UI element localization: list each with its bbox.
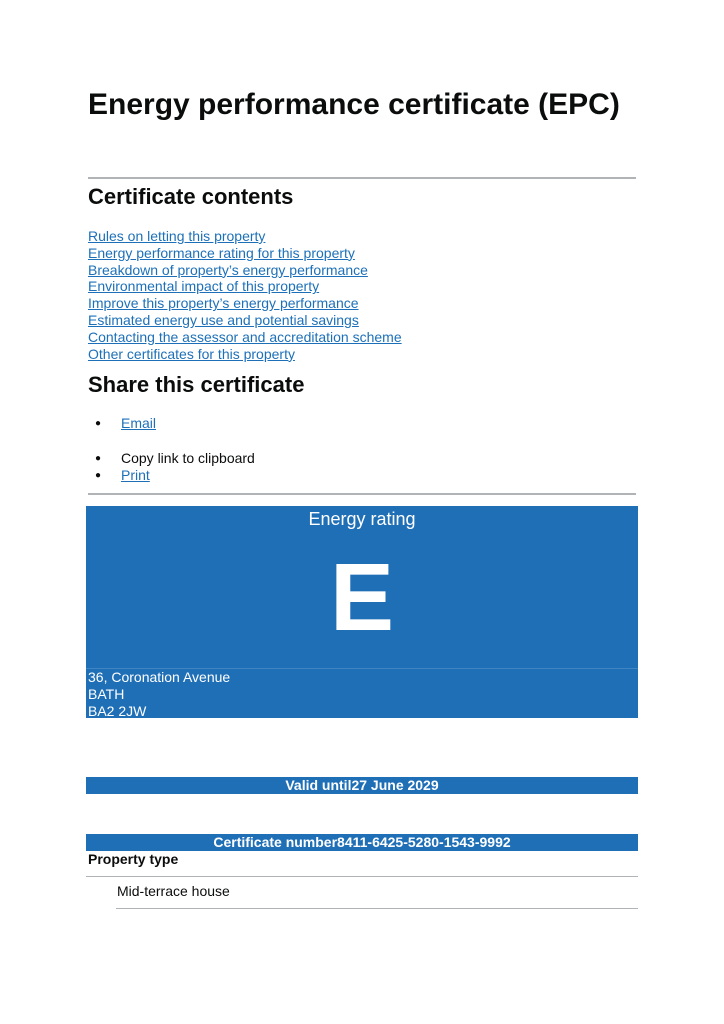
contents-item — [88, 346, 402, 363]
contents-heading: Certificate contents — [88, 184, 294, 209]
energy-rating-panel — [86, 506, 638, 718]
contents-item — [88, 312, 402, 329]
link-improve[interactable]: Improve this property’s energy performance — [88, 295, 359, 312]
share-print-item — [95, 466, 150, 485]
contents-item — [88, 329, 402, 346]
contents-item — [88, 228, 402, 245]
link-contacting-assessor[interactable]: Contacting the assessor and accreditation scheme — [88, 328, 402, 345]
energy-rating-letter: E — [329, 544, 395, 651]
link-environmental-impact[interactable]: Environmental impact of this property — [88, 278, 320, 295]
address-postcode: BA2 2JW — [88, 703, 147, 719]
property-address — [88, 669, 230, 720]
contents-item — [88, 262, 402, 279]
link-breakdown[interactable]: Breakdown of property’s energy performance — [88, 261, 368, 278]
share-heading: Share this certificate — [88, 372, 305, 397]
valid-until-bar: Valid until27 June 2029 — [86, 777, 638, 794]
section-divider — [88, 493, 636, 495]
link-rules-on-letting[interactable]: Rules on letting this property — [88, 228, 266, 244]
link-estimated-energy[interactable]: Estimated energy use and potential savings — [88, 311, 359, 328]
bullet-icon: ● — [95, 470, 102, 482]
share-email-item — [95, 414, 156, 433]
copy-link-button[interactable]: Copy link to clipboard — [121, 450, 255, 466]
print-link[interactable]: Print — [121, 467, 150, 483]
property-type-label: Property type — [88, 851, 179, 867]
page-title: Energy performance certificate (EPC) — [88, 88, 620, 121]
section-divider — [88, 177, 636, 179]
email-link[interactable]: Email — [121, 415, 157, 431]
energy-rating-title: Energy rating — [308, 509, 416, 529]
address-town: BATH — [88, 686, 125, 702]
property-type-value: Mid-terrace house — [117, 883, 230, 899]
property-divider — [86, 876, 638, 877]
link-energy-rating[interactable]: Energy performance rating for this property — [88, 244, 355, 261]
contents-item — [88, 245, 402, 262]
bullet-icon: ● — [95, 453, 102, 465]
address-line-1: 36, Coronation Avenue — [88, 669, 231, 685]
link-other-certificates[interactable]: Other certificates for this property — [88, 345, 295, 362]
bullet-icon: ● — [95, 418, 102, 430]
contents-item — [88, 295, 402, 312]
contents-list — [88, 228, 402, 362]
property-divider — [116, 908, 638, 909]
contents-item — [88, 278, 402, 295]
certificate-number-bar: Certificate number8411-6425-5280-1543-9992 — [86, 834, 638, 851]
